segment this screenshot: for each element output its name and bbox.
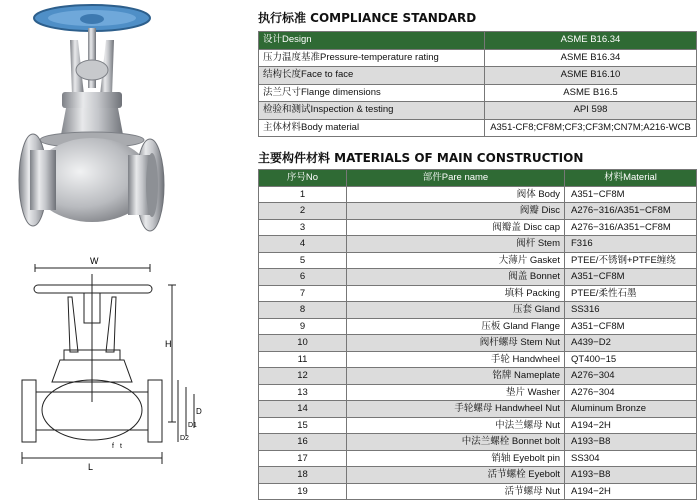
compliance-label: 设计Design — [259, 32, 485, 50]
material: A439−D2 — [565, 335, 697, 352]
material: QT400−15 — [565, 351, 697, 368]
compliance-value: A351-CF8;CF8M;CF3;CF3M;CN7M;A216-WCB — [485, 119, 697, 137]
compliance-row — [259, 32, 697, 50]
part-name: 活节螺母 Nut — [347, 483, 565, 500]
table-row — [259, 351, 697, 368]
material: PTEE/柔性石墨 — [565, 285, 697, 302]
row-number: 8 — [259, 302, 347, 319]
table-row — [259, 384, 697, 401]
part-name: 阀杆 Stem — [347, 236, 565, 253]
material: A276−316/A351−CF8M — [565, 203, 697, 220]
compliance-value: ASME B16.34 — [485, 49, 697, 67]
material: Aluminum Bronze — [565, 401, 697, 418]
row-number: 3 — [259, 219, 347, 236]
materials-table — [258, 169, 697, 500]
table-row — [259, 434, 697, 451]
dim-d-label: D — [196, 407, 202, 416]
part-name: 压套 Gland — [347, 302, 565, 319]
table-row — [259, 236, 697, 253]
part-name: 铭牌 Nameplate — [347, 368, 565, 385]
material: A193−B8 — [565, 434, 697, 451]
part-name: 销轴 Eyebolt pin — [347, 450, 565, 467]
part-name: 活节螺栓 Eyebolt — [347, 467, 565, 484]
row-number: 18 — [259, 467, 347, 484]
part-name: 阀瓣盖 Disc cap — [347, 219, 565, 236]
table-row — [259, 335, 697, 352]
part-name: 阀体 Body — [347, 186, 565, 203]
material: SS316 — [565, 302, 697, 319]
table-row — [259, 417, 697, 434]
dim-w-label: W — [90, 256, 99, 266]
compliance-row — [259, 84, 697, 102]
table-row — [259, 252, 697, 269]
row-number: 17 — [259, 450, 347, 467]
column-header: 序号No — [259, 170, 347, 187]
row-number: 11 — [259, 351, 347, 368]
material: A193−B8 — [565, 467, 697, 484]
dim-t-label: t — [120, 443, 122, 450]
compliance-label: 结构长度Face to face — [259, 67, 485, 85]
part-name: 手轮 Handwheel — [347, 351, 565, 368]
row-number: 19 — [259, 483, 347, 500]
material: A276−316/A351−CF8M — [565, 219, 697, 236]
table-row — [259, 285, 697, 302]
compliance-row — [259, 49, 697, 67]
material: A351−CF8M — [565, 186, 697, 203]
dim-d2-label: D2 — [180, 435, 189, 442]
column-header: 材料Material — [565, 170, 697, 187]
row-number: 15 — [259, 417, 347, 434]
part-name: 压板 Gland Flange — [347, 318, 565, 335]
table-row — [259, 219, 697, 236]
compliance-row — [259, 67, 697, 85]
material: A351−CF8M — [565, 318, 697, 335]
table-row — [259, 186, 697, 203]
row-number: 7 — [259, 285, 347, 302]
part-name: 垫片 Washer — [347, 384, 565, 401]
part-name: 中法兰螺栓 Bonnet bolt — [347, 434, 565, 451]
table-row — [259, 203, 697, 220]
valve-dimension-drawing — [0, 252, 250, 481]
table-row — [259, 483, 697, 500]
material: A194−2H — [565, 417, 697, 434]
table-row — [259, 401, 697, 418]
compliance-value: ASME B16.5 — [485, 84, 697, 102]
compliance-value: ASME B16.10 — [485, 67, 697, 85]
column-header: 部件Pare name — [347, 170, 565, 187]
table-row — [259, 269, 697, 286]
compliance-label: 检验和测试Inspection & testing — [259, 102, 485, 120]
material: A351−CF8M — [565, 269, 697, 286]
compliance-value: ASME B16.34 — [485, 32, 697, 50]
compliance-label: 法兰尺寸Flange dimensions — [259, 84, 485, 102]
material: A276−304 — [565, 368, 697, 385]
materials-heading: 主要构件材料 MATERIALS OF MAIN CONSTRUCTION — [258, 151, 584, 165]
dim-l-label: L — [88, 462, 94, 472]
compliance-table — [258, 31, 697, 137]
row-number: 14 — [259, 401, 347, 418]
part-name: 阀杆螺母 Stem Nut — [347, 335, 565, 352]
part-name: 手轮螺母 Handwheel Nut — [347, 401, 565, 418]
table-row — [259, 368, 697, 385]
compliance-row — [259, 102, 697, 120]
compliance-value: API 598 — [485, 102, 697, 120]
row-number: 1 — [259, 186, 347, 203]
part-name: 阀瓣 Disc — [347, 203, 565, 220]
row-number: 16 — [259, 434, 347, 451]
table-row — [259, 318, 697, 335]
part-name: 大薄片 Gasket — [347, 252, 565, 269]
row-number: 10 — [259, 335, 347, 352]
row-number: 5 — [259, 252, 347, 269]
row-number: 4 — [259, 236, 347, 253]
compliance-row — [259, 119, 697, 137]
material: A276−304 — [565, 384, 697, 401]
part-name: 填料 Packing — [347, 285, 565, 302]
dim-h-label: H — [165, 339, 172, 349]
row-number: 12 — [259, 368, 347, 385]
dim-d1-label: D1 — [188, 422, 197, 429]
table-row — [259, 302, 697, 319]
row-number: 2 — [259, 203, 347, 220]
compliance-label: 主体材料Body material — [259, 119, 485, 137]
valve-photo — [0, 0, 250, 250]
row-number: 13 — [259, 384, 347, 401]
part-name: 阀盖 Bonnet — [347, 269, 565, 286]
part-name: 中法兰螺母 Nut — [347, 417, 565, 434]
compliance-label: 压力温度基准Pressure-temperature rating — [259, 49, 485, 67]
dim-f-label: f — [112, 443, 114, 450]
material: PTEE/不锈钢+PTFE缠绕 — [565, 252, 697, 269]
compliance-heading: 执行标准 COMPLIANCE STANDARD — [258, 11, 477, 25]
table-row — [259, 450, 697, 467]
row-number: 6 — [259, 269, 347, 286]
material: F316 — [565, 236, 697, 253]
material: SS304 — [565, 450, 697, 467]
materials-header-row — [259, 170, 697, 187]
material: A194−2H — [565, 483, 697, 500]
row-number: 9 — [259, 318, 347, 335]
